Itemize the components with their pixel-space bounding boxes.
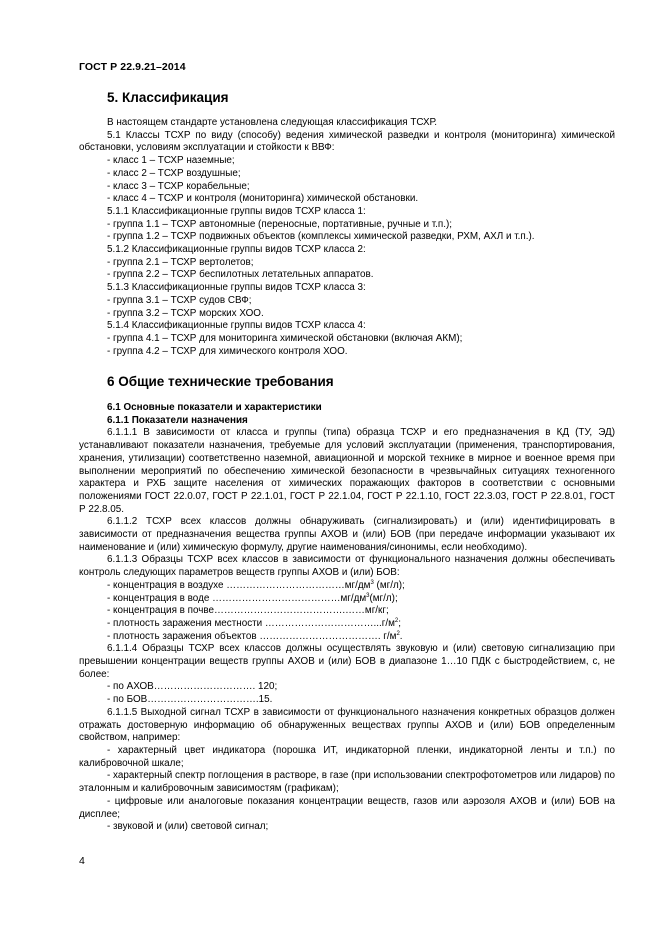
- document-header: ГОСТ Р 22.9.21–2014: [79, 61, 186, 73]
- list-item: - концентрация в воздухе $\dots\dots\dots\dots\dots\dots\dots\dots\dots\dots\dots\dots мг/дм^3$ (мг/л);: [107, 579, 405, 591]
- section-6-title: 6 Общие технические требования: [107, 374, 334, 389]
- list-item: - группа 2.2 – ТСХР беспилотных летательных аппаратов.: [107, 269, 374, 281]
- list-item: - группа 3.1 – ТСХР судов СВФ;: [107, 294, 252, 306]
- list-item: - плотность заражения местности $\dots\dots\dots\dots\dots\dots\dots\dots\dots\dots\dots...г/м^2$;: [107, 617, 401, 629]
- paragraph: 5.1.2 Классификационные группы видов ТСХР класса 2:: [107, 244, 366, 256]
- list-item: - группа 1.2 – ТСХР подвижных объектов (комплексы химической разведки, РХМ, АХЛ и т.п.).: [107, 231, 535, 243]
- subsection-title: 6.1.1 Показатели назначения: [107, 414, 248, 426]
- list-item: - группа 4.2 – ТСХР для химического контроля ХОО.: [107, 345, 348, 357]
- paragraph: 6.1.1.3 Образцы ТСХР всех классов в зависимости от функционального назначения должны обеспечивать контроль следующих параметров веществ группы АХОВ и (или) БОВ:: [79, 554, 615, 579]
- list-item: - звуковой и (или) световой сигнал;: [107, 821, 269, 833]
- list-item: - группа 3.2 – ТСХР морских ХОО.: [107, 307, 264, 319]
- paragraph: 5.1.4 Классификационные группы видов ТСХР класса 4:: [107, 320, 366, 332]
- list-item: - класс 1 – ТСХР наземные;: [107, 155, 235, 167]
- subsection-title: 6.1 Основные показатели и характеристики: [107, 402, 322, 413]
- paragraph: 6.1.1.4 Образцы ТСХР всех классов должны осуществлять звуковую и (или) световую сигнализацию при превышении концентрации веществ группы АХОВ и (или) БОВ в диапазоне 1…10 ПДК с быстродействием, с, не более:: [79, 643, 615, 680]
- paragraph: 5.1.1 Классификационные группы видов ТСХР класса 1:: [107, 205, 366, 217]
- paragraph: 5.1 Классы ТСХР по виду (способу) ведения химической разведки и контроля (мониторинга) химической обстановки, условиям эксплуатации и стойкости к ВВФ:: [79, 129, 615, 154]
- section-5-body: [79, 117, 615, 358]
- list-item: - по БОВ…………………………….15.: [107, 694, 273, 706]
- list-item: - группа 4.1 – ТСХР для мониторинга химической обстановки (включая АКМ);: [107, 332, 463, 344]
- list-item: - плотность заражения объектов ………………………………. $г/м^2$.: [107, 630, 403, 642]
- list-item: - концентрация в почве………………………………….……мг/кг;: [107, 605, 389, 617]
- page-number: 4: [79, 855, 85, 867]
- list-item: - цифровые или аналоговые показания концентрации веществ, газов или аэрозоля АХОВ и (или) БОВ на дисплее;: [79, 795, 615, 820]
- list-item: - концентрация в воде $\dots\dots\dots\dots\dots\dots\dots\dots\dots\dots\dots\dots\dots мг/дм^3(мг/л)$;: [107, 592, 398, 604]
- list-item: - группа 2.1 – ТСХР вертолетов;: [107, 256, 254, 268]
- list-item: - класс 2 – ТСХР воздушные;: [107, 167, 241, 179]
- section-6-body: [79, 402, 615, 834]
- list-item: - характерный цвет индикатора (порошка ИТ, индикаторной пленки, индикаторной ленты и т.п.) по калибровочной шкале;: [79, 744, 615, 769]
- paragraph: 5.1.3 Классификационные группы видов ТСХР класса 3:: [107, 282, 366, 294]
- paragraph: В настоящем стандарте установлена следующая классификация ТСХР.: [107, 117, 438, 128]
- list-item: - класс 3 – ТСХР корабельные;: [107, 180, 250, 192]
- paragraph: 6.1.1.2 ТСХР всех классов должны обнаруживать (сигнализировать) и (или) идентифицировать в зависимости от предназначения вещества группы АХОВ и (или) БОВ (при передаче информации указывают их наименование и (или) химическую формулу, другие наименования/синонимы, если необходимо).: [79, 516, 615, 553]
- list-item: - по АХОВ…………………………. 120;: [107, 681, 278, 693]
- list-item: - класс 4 – ТСХР и контроля (мониторинга) химической обстановки.: [107, 193, 419, 205]
- list-item: - характерный спектр поглощения в растворе, в газе (при использовании спектрофотометров или лидаров) по эталонным и калибровочным зависимостям (графикам);: [79, 770, 615, 795]
- paragraph: 6.1.1.1 В зависимости от класса и группы (типа) образца ТСХР и его предназначения в КД (ТУ, ЭД) устанавливают показатели назначения, требуемые для условий эксплуатации (применения, транспортирования, хранения, утилизации) соответственно наземной, авиационной и морской технике в мирное и военное время при выполнении мероприятий по обеспечению химической безопасности в чрезвычайных ситуациях техногенного характера и РХБ защите населения от химических поражающих факторов в соответствии с основными положениями ГОСТ 22.0.07, ГОСТ Р 22.1.01, ГОСТ Р 22.1.04, ГОСТ Р 22.1.10, ГОСТ 22.3.03, ГОСТ Р 22.8.01, ГОСТ Р 22.8.05.: [79, 427, 615, 515]
- paragraph: 6.1.1.5 Выходной сигнал ТСХР в зависимости от функционального назначения конкретных образцов должен отражать достоверную информацию об обнаруженных веществах группы АХОВ и (или) БОВ определенным свойством, например:: [79, 706, 615, 744]
- section-5-title: 5. Классификация: [107, 90, 229, 105]
- list-item: - группа 1.1 – ТСХР автономные (переносные, портативные, ручные и т.п.);: [107, 218, 453, 230]
